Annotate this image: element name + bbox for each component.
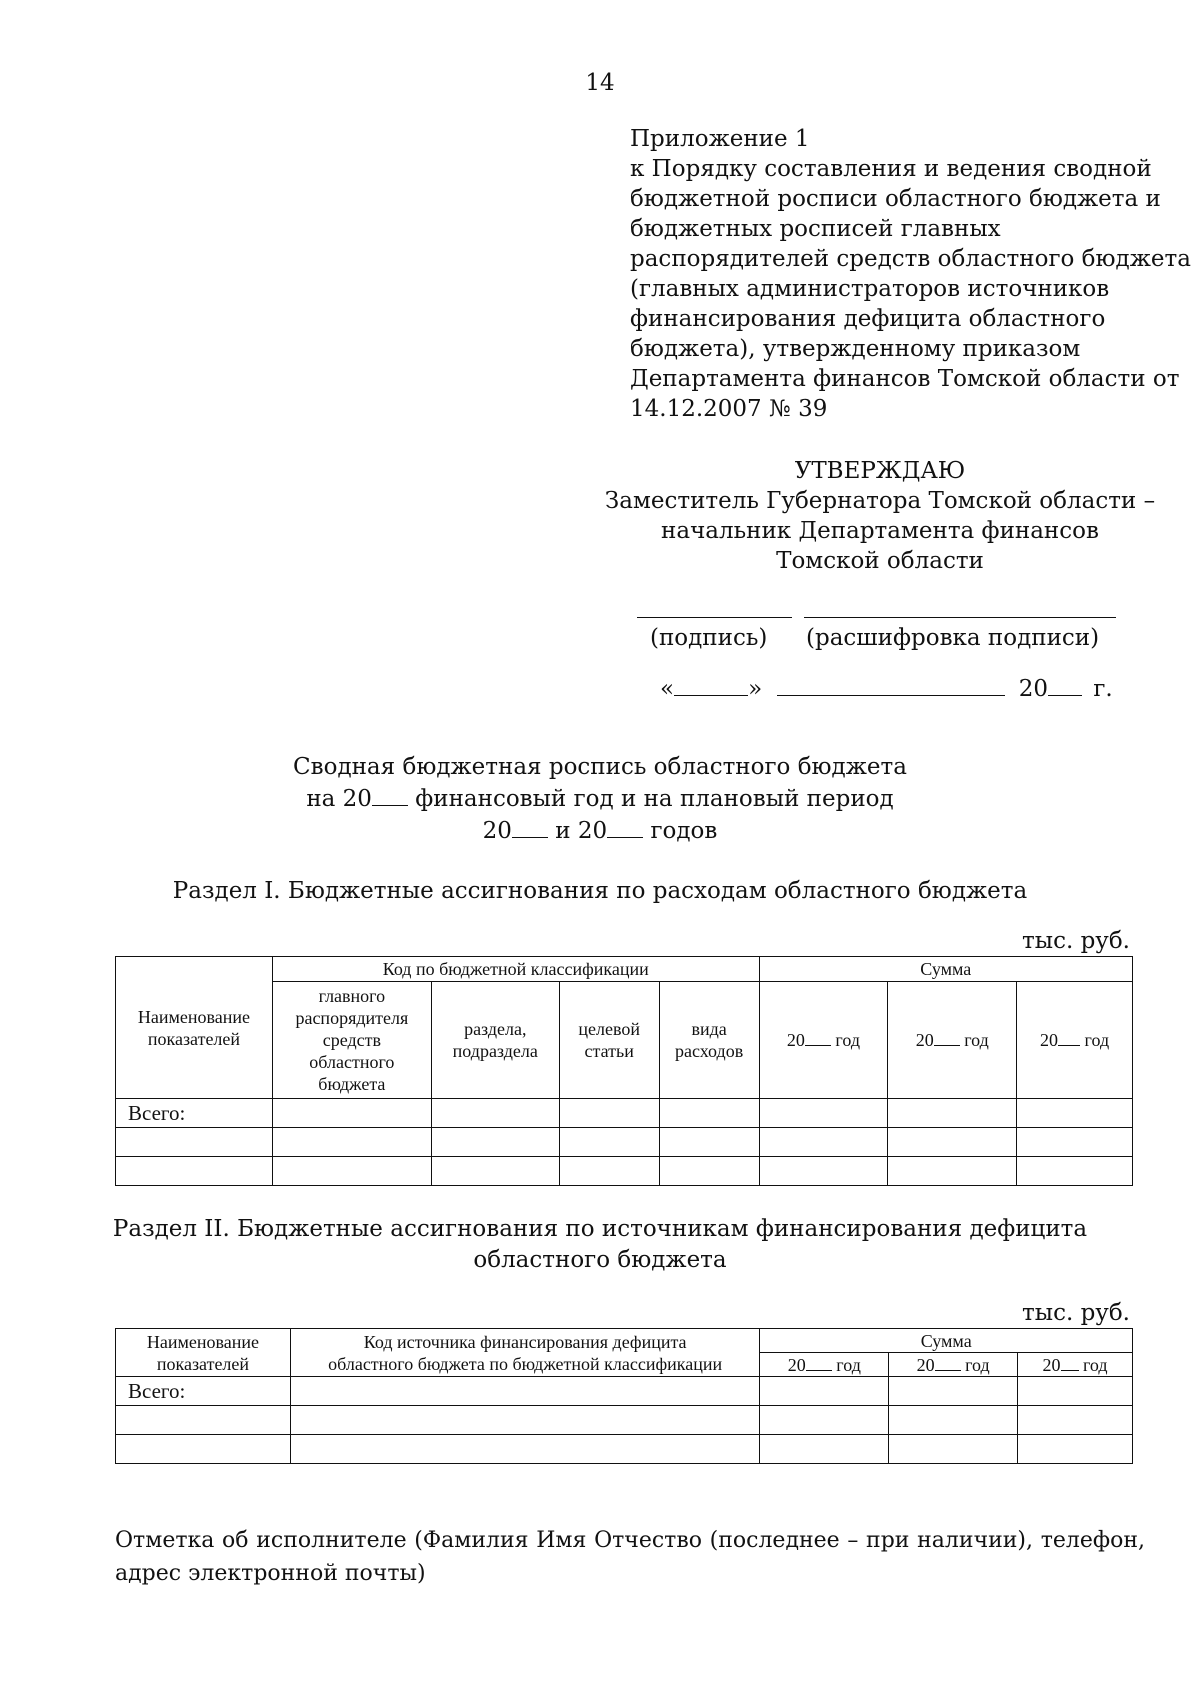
approval-line: Томской области [776,548,984,574]
col-group-code: Код по бюджетной классификации [272,957,759,982]
executor-note: Отметка об исполнителе (Фамилия Имя Отчество (последнее – при наличии), телефон, адрес электронной почты) [115,1528,1145,1586]
col-group-sum: Сумма [759,957,1132,982]
table-row [116,1128,1133,1157]
table-row [116,1406,1133,1435]
table-row [116,1099,1133,1128]
appendix-line: Департамента финансов Томской области от [630,366,1180,392]
col-header-name: Наименование показателей [116,1329,291,1377]
total-label: Всего: [116,1377,291,1406]
approval-line: начальник Департамента финансов [661,518,1099,544]
col-header-year: 20 год [889,1353,1018,1377]
signature-decode-line [804,617,1116,618]
section2-table [115,1328,1133,1464]
col-header-section: раздела, подраздела [431,982,559,1099]
col-header-expense-type: вида расходов [659,982,759,1099]
signature-line [637,617,792,618]
appendix-line: бюджетной росписи областного бюджета и [630,186,1161,212]
appendix-line: бюджета), утвержденному приказом [630,336,1081,362]
col-header-year: 20 год [1017,982,1133,1099]
appendix-block [630,124,1190,424]
appendix-line: 14.12.2007 № 39 [630,396,828,422]
section2-heading: Раздел II. Бюджетные ассигнования по источникам финансирования дефицита областного бюджета [112,1216,1088,1273]
day-blank [674,673,748,696]
signature-decode-label: (расшифровка подписи) [806,625,1100,651]
col-header-year: 20 год [759,982,888,1099]
year-blank [1048,673,1082,696]
page-number: 14 [585,70,615,96]
appendix-line: к Порядку составления и ведения сводной [630,156,1152,182]
appendix-line: распорядителей средств областного бюджета [630,246,1191,272]
appendix-line: бюджетных росписей главных [630,216,1001,242]
table-row [116,1435,1133,1464]
col-group-sum: Сумма [760,1329,1133,1353]
document-title: Сводная бюджетная роспись областного бюджета на 20 финансовый год и на плановый период 20 и 20 годов [293,754,907,844]
approval-line: Заместитель Губернатора Томской области – [604,488,1156,514]
table-row [116,1377,1133,1406]
appendix-line: Приложение 1 [630,126,810,152]
col-header-main-manager: главного распорядителя средств областного бюджета [272,982,431,1099]
approval-date: « » 20 г. [660,673,1113,702]
total-label: Всего: [116,1099,273,1128]
col-header-year: 20 год [760,1353,889,1377]
section1-units: тыс. руб. [1022,928,1130,954]
approval-heading: УТВЕРЖДАЮ [794,458,966,484]
appendix-line: финансирования дефицита областного [630,306,1106,332]
signature-label: (подпись) [650,625,768,651]
col-header-name: Наименование показателей [116,957,273,1099]
col-header-source-code: Код источника финансирования дефицита областного бюджета по бюджетной классификации [290,1329,760,1377]
col-header-year: 20 год [888,982,1017,1099]
section1-table [115,956,1133,1186]
section2-units: тыс. руб. [1022,1300,1130,1326]
month-blank [777,673,1005,696]
approval-block [600,456,1160,576]
table-row [116,1157,1133,1186]
appendix-line: (главных администраторов источников [630,276,1110,302]
section1-heading: Раздел I. Бюджетные ассигнования по расходам областного бюджета [172,878,1028,904]
col-header-target: целевой статьи [559,982,659,1099]
col-header-year: 20 год [1018,1353,1133,1377]
